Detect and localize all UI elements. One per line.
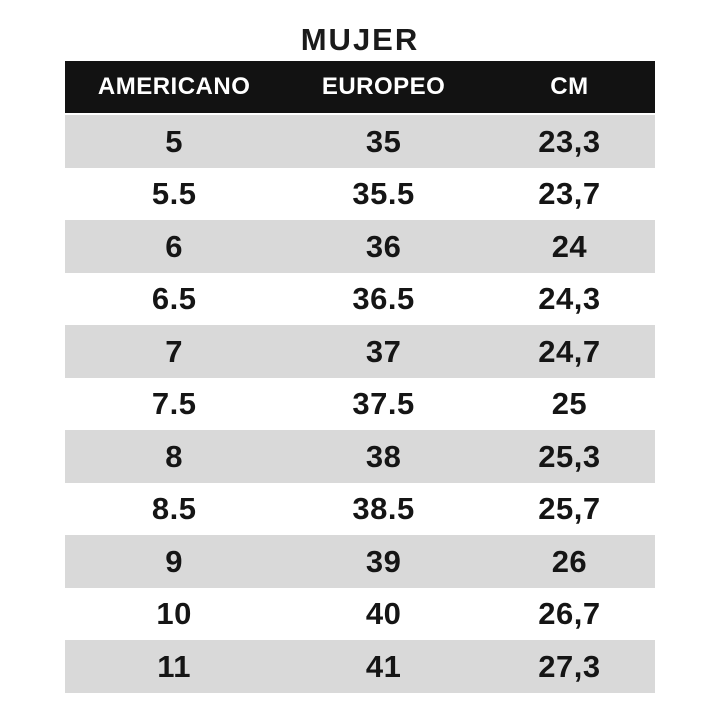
cell-americano: 11 bbox=[157, 648, 192, 684]
table-row bbox=[65, 430, 655, 483]
cell-cm: 26,7 bbox=[538, 596, 601, 632]
cell-cm: 24,7 bbox=[538, 333, 601, 369]
table-row bbox=[65, 588, 655, 641]
cell-cm: 23,7 bbox=[538, 176, 601, 212]
cell-europeo: 35 bbox=[365, 123, 402, 159]
page-title: MUJER bbox=[300, 22, 420, 57]
cell-europeo: 39 bbox=[365, 543, 402, 579]
cell-cm: 24 bbox=[551, 228, 588, 264]
cell-cm: 24,3 bbox=[538, 281, 601, 317]
cell-americano: 8 bbox=[165, 438, 184, 474]
table-row bbox=[65, 325, 655, 378]
cell-americano: 7 bbox=[165, 333, 184, 369]
table-body bbox=[65, 115, 655, 693]
cell-europeo: 35.5 bbox=[352, 176, 415, 212]
column-header-americano: AMERICANO bbox=[97, 73, 251, 100]
cell-americano: 10 bbox=[156, 596, 192, 632]
cell-americano: 6.5 bbox=[151, 281, 197, 317]
cell-cm: 25,7 bbox=[538, 491, 601, 527]
table-row bbox=[65, 220, 655, 273]
table-row bbox=[65, 115, 655, 168]
cell-europeo: 38 bbox=[365, 438, 402, 474]
cell-europeo: 41 bbox=[365, 648, 402, 684]
cell-americano: 5 bbox=[165, 123, 184, 159]
table-row bbox=[65, 273, 655, 326]
column-header-cm: CM bbox=[550, 73, 589, 100]
cell-cm: 25,3 bbox=[538, 438, 601, 474]
cell-cm: 27,3 bbox=[538, 648, 601, 684]
table-row bbox=[65, 640, 655, 693]
cell-europeo: 37.5 bbox=[352, 386, 415, 422]
cell-americano: 9 bbox=[165, 543, 184, 579]
cell-europeo: 38.5 bbox=[352, 491, 415, 527]
table-header-row bbox=[65, 61, 655, 113]
cell-europeo: 36 bbox=[365, 228, 402, 264]
cell-americano: 8.5 bbox=[151, 491, 197, 527]
table-row bbox=[65, 483, 655, 536]
column-header-europeo: EUROPEO bbox=[321, 73, 446, 100]
table-row bbox=[65, 378, 655, 431]
cell-cm: 23,3 bbox=[538, 123, 601, 159]
cell-americano: 5.5 bbox=[151, 176, 197, 212]
cell-cm: 25 bbox=[551, 386, 588, 422]
table-row bbox=[65, 168, 655, 221]
cell-europeo: 37 bbox=[365, 333, 402, 369]
cell-americano: 7.5 bbox=[151, 386, 197, 422]
cell-americano: 6 bbox=[165, 228, 184, 264]
cell-cm: 26 bbox=[551, 543, 588, 579]
table-row bbox=[65, 535, 655, 588]
size-conversion-table bbox=[65, 61, 655, 693]
cell-europeo: 36.5 bbox=[352, 281, 415, 317]
cell-europeo: 40 bbox=[365, 596, 402, 632]
